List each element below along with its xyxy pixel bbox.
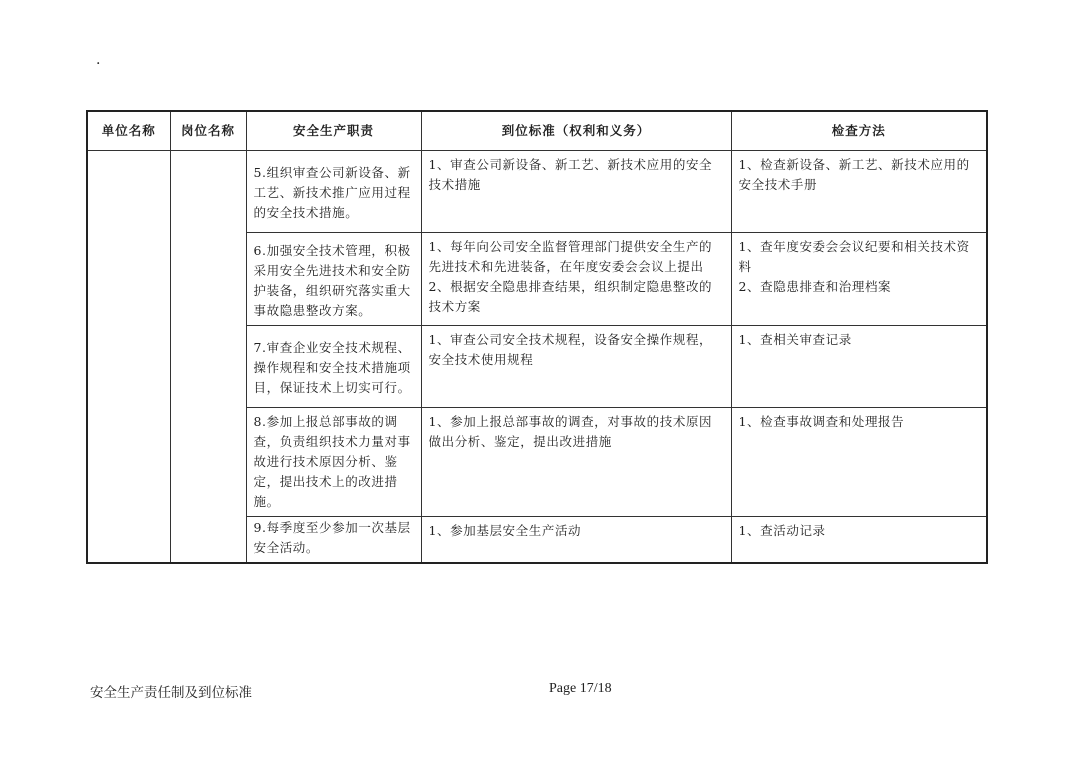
duty-cell: 7.审查企业安全技术规程、操作规程和安全技术措施项目，保证技术上切实可行。 bbox=[246, 326, 421, 408]
duty-cell: 6.加强安全技术管理，积极采用安全先进技术和安全防护装备，组织研究落实重大事故隐患整改方案。 bbox=[246, 233, 421, 326]
responsibility-table bbox=[86, 110, 988, 564]
header-post-name: 岗位名称 bbox=[170, 111, 246, 151]
footer-title: 安全生产责任制及到位标准 bbox=[90, 685, 252, 701]
header-safety-duty: 安全生产职责 bbox=[246, 111, 421, 151]
header-standard: 到位标准（权利和义务） bbox=[421, 111, 731, 151]
header-check-method: 检查方法 bbox=[731, 111, 987, 151]
standard-cell: 1、审查公司新设备、新工艺、新技术应用的安全技术措施 bbox=[421, 151, 731, 233]
table-row bbox=[87, 151, 987, 233]
standard-cell: 1、参加基层安全生产活动 bbox=[421, 517, 731, 564]
post-name-cell bbox=[170, 151, 246, 564]
top-mark: . bbox=[96, 52, 101, 68]
unit-name-cell bbox=[87, 151, 170, 564]
header-unit-name: 单位名称 bbox=[87, 111, 170, 151]
standard-cell: 1、每年向公司安全监督管理部门提供安全生产的先进技术和先进装备，在年度安委会会议上提出 2、根据安全隐患排查结果，组织制定隐患整改的技术方案 bbox=[421, 233, 731, 326]
check-cell: 1、检查新设备、新工艺、新技术应用的安全技术手册 bbox=[731, 151, 987, 233]
duty-cell: 8.参加上报总部事故的调查，负责组织技术力量对事故进行技术原因分析、鉴定，提出技术上的改进措施。 bbox=[246, 408, 421, 517]
check-cell: 1、检查事故调查和处理报告 bbox=[731, 408, 987, 517]
table-header-row bbox=[87, 111, 987, 151]
check-cell: 1、查年度安委会会议纪要和相关技术资料 2、查隐患排查和治理档案 bbox=[731, 233, 987, 326]
standard-cell: 1、参加上报总部事故的调查，对事故的技术原因做出分析、鉴定，提出改进措施 bbox=[421, 408, 731, 517]
duty-cell: 9.每季度至少参加一次基层安全活动。 bbox=[246, 517, 421, 564]
page-number: Page 17/18 bbox=[549, 681, 612, 696]
check-cell: 1、查活动记录 bbox=[731, 517, 987, 564]
duty-cell: 5.组织审查公司新设备、新工艺、新技术推广应用过程的安全技术措施。 bbox=[246, 151, 421, 233]
standard-cell: 1、审查公司安全技术规程，设备安全操作规程，安全技术使用规程 bbox=[421, 326, 731, 408]
check-cell: 1、查相关审查记录 bbox=[731, 326, 987, 408]
